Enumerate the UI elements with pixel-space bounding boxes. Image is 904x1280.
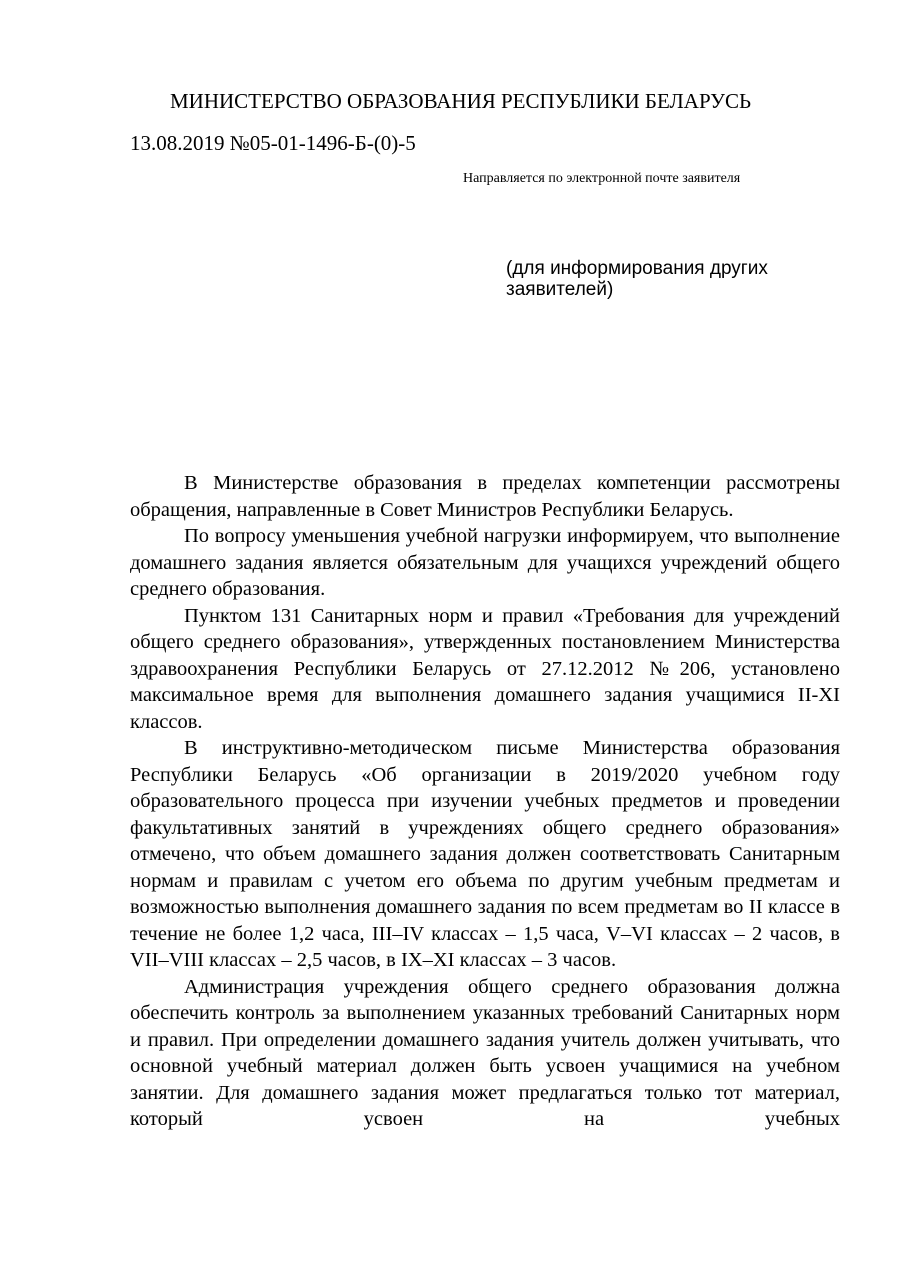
paragraph-2: По вопросу уменьшения учебной нагрузки информируем, что выполнение домашнего задания является обязательным для учащихся учреждений общего среднего образования.	[130, 525, 840, 600]
paragraph-3: Пунктом 131 Санитарных норм и правил «Требования для учреждений общего среднего образования», утвержденных постановлением Министерства здравоохранения Республики Беларусь от 27.12.2012 №206, установлено максимальное время для выполнения домашнего задания учащимися II-XI классов.	[130, 604, 840, 733]
paragraph-1: В Министерстве образования в пределах компетенции рассмотрены обращения, направленные в Совет Министров Республики Беларусь.	[130, 472, 840, 521]
addressee-note: (для информирования других заявителей)	[506, 258, 768, 300]
delivery-note: Направляется по электронной почте заявителя	[463, 171, 741, 186]
paragraph-4: В инструктивно-методическом письме Министерства образования Республики Беларусь «Об организации в 2019/2020 учебном году образовательного процесса при изучении учебных предметов и проведении факультативных занятий в учреждениях общего среднего образования» отмечено, что объем домашнего задания должен соответствовать Санитарным нормам и правилам с учетом его объема по другим учебным предметам и возможностью выполнения домашнего задания по всем предметам во II классе в течение не более 1,2 часа, III–IV классах – 1,5 часа, V–VI классах – 2 часов, в VII–VIII классах – 2,5 часов, в IX–XI классах – 3 часов.	[130, 737, 840, 971]
ministry-title: МИНИСТЕРСТВО ОБРАЗОВАНИЯ РЕСПУБЛИКИ БЕЛАРУСЬ	[170, 89, 752, 113]
document-number: 13.08.2019 №05-01-1496-Б-(0)-5	[130, 131, 416, 155]
paragraph-5: Администрация учреждения общего среднего образования должна обеспечить контроль за выполнением указанных требований Санитарных норм и правил. При определении домашнего задания учитель должен учитывать, что основной учебный материал должен быть усвоен учащимися на учебном занятии. Для домашнего задания может предлагаться только тот материал, который усвоен на учебных	[130, 975, 840, 1130]
letter-body	[130, 470, 840, 1133]
